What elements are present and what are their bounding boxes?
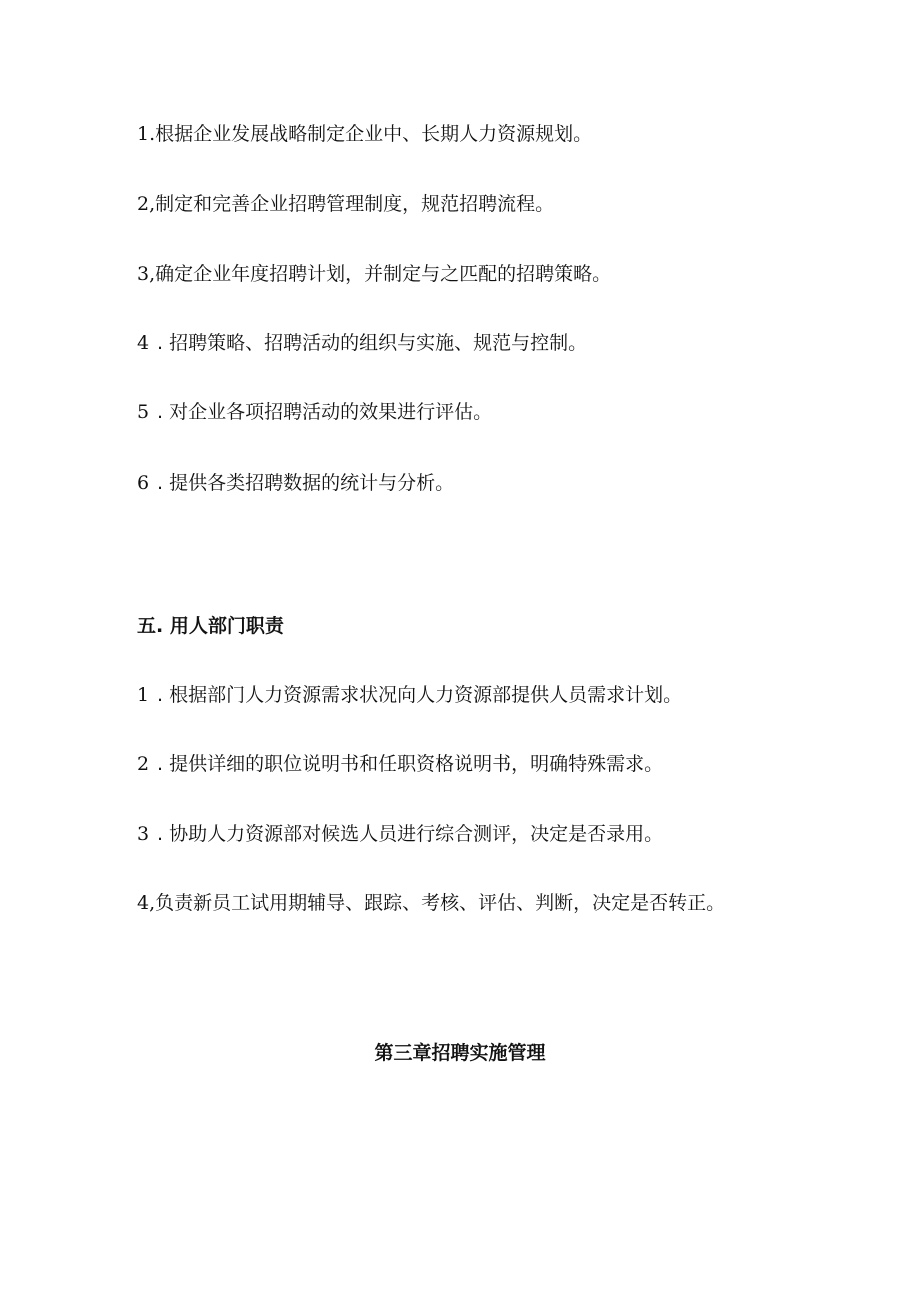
list-item-number: 4, — [137, 892, 156, 914]
list-item — [137, 682, 682, 708]
list-item — [137, 330, 587, 356]
list-item-text: 确定企业年度招聘计划，并制定与之匹配的招聘策略。 — [155, 263, 612, 285]
list-item-text: . 招聘策略、招聘活动的组织与实施、规范与控制。 — [157, 332, 588, 354]
list-item — [137, 261, 611, 287]
list-item-number: 2, — [137, 193, 156, 215]
list-item-text: 根据企业发展战略制定企业中、长期人力资源规划。 — [155, 123, 593, 145]
list-item-number: 3 — [137, 823, 150, 845]
list-item-text: . 对企业各项招聘活动的效果进行评估。 — [157, 401, 493, 423]
list-item — [137, 821, 663, 847]
list-item — [137, 399, 492, 425]
list-item-number: 1. — [137, 123, 156, 145]
list-item-number: 1 — [137, 684, 150, 706]
list-item-number: 4 — [137, 332, 150, 354]
list-item-number: 3, — [137, 263, 156, 285]
section-heading: 五. 用人部门职责 — [137, 615, 284, 637]
list-item-text: . 根据部门人力资源需求状况向人力资源部提供人员需求计划。 — [157, 684, 683, 706]
list-item-text: . 提供各类招聘数据的统计与分析。 — [157, 472, 455, 494]
list-item-number: 2 — [137, 753, 150, 775]
list-item — [137, 470, 454, 496]
list-item-text: . 协助人力资源部对候选人员进行综合测评，决定是否录用。 — [157, 823, 664, 845]
chapter-title: 第三章招聘实施管理 — [374, 1042, 546, 1064]
list-item-number: 5 — [137, 401, 150, 423]
list-item-text: 负责新员工试用期辅导、跟踪、考核、评估、判断，决定是否转正。 — [155, 892, 726, 914]
list-item-number: 6 — [137, 472, 150, 494]
list-item — [137, 890, 725, 916]
list-item — [137, 751, 663, 777]
list-item — [137, 121, 592, 147]
list-item-text: 制定和完善企业招聘管理制度，规范招聘流程。 — [155, 193, 555, 215]
list-item-text: . 提供详细的职位说明书和任职资格说明书，明确特殊需求。 — [157, 753, 664, 775]
list-item — [137, 191, 554, 217]
